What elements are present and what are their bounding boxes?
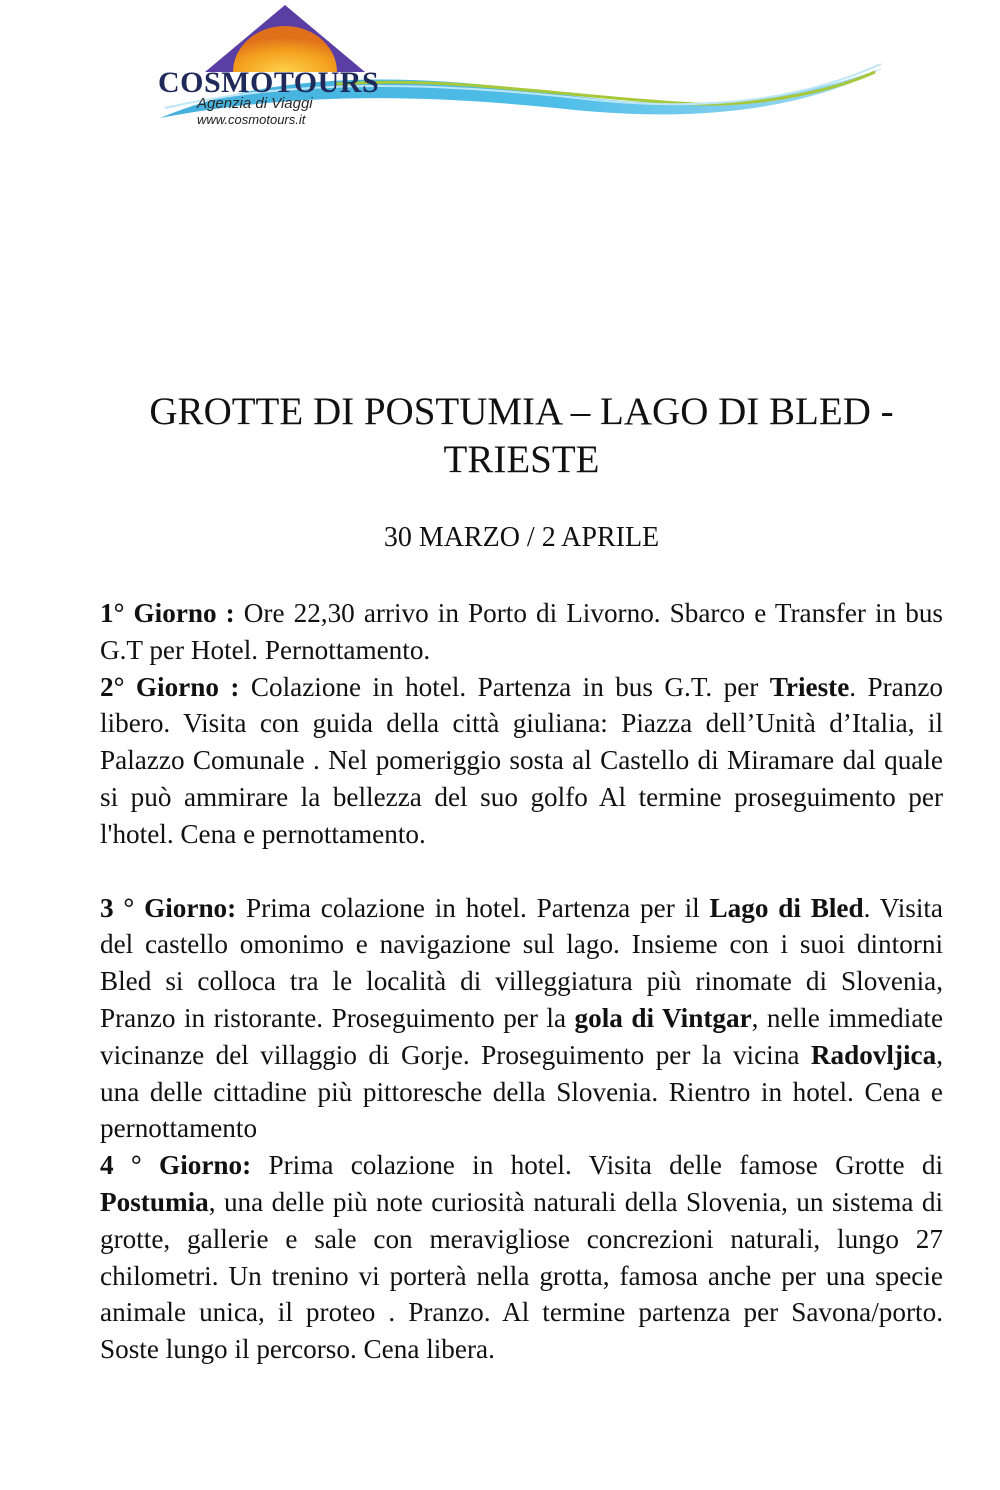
day-2-text-cont: . Pranzo libero. Visita con guida della città giuliana: Piazza dell’Unità d’Italia, il Palazzo Comunale . Nel pomeriggio sosta al Castello di Miramare dal quale si può ammirare la bellezza del suo golfo Al termine proseguimento per l'hotel. Cena e pernottamento. xyxy=(100,671,943,849)
day-4-text-cont: , una delle più note curiosità naturali della Slovenia, un sistema di grotte, gallerie e sale con meravigliose concrezioni naturali, lungo 27 chilometri. Un trenino vi porterà nella grotta, famosa anche per una specie animale unica, il proteo . Pranzo. Al termine partenza per Savona/porto. Soste lungo il percorso. Cena libera. xyxy=(100,1186,943,1365)
trip-dates: 30 MARZO / 2 APRILE xyxy=(383,522,660,553)
agency-logo xyxy=(155,0,890,135)
day-4-label: 4 ° Giorno: xyxy=(100,1150,252,1181)
day-1-label: 1° Giorno : xyxy=(100,598,235,628)
day-3-place-bled: Lago di Bled xyxy=(709,892,864,923)
day-4-paragraph xyxy=(100,1147,943,1368)
logo-tagline: Agenzia di Viaggi xyxy=(197,95,313,112)
day-3-text: Prima colazione in hotel. Partenza per il xyxy=(246,892,700,923)
day-1-paragraph xyxy=(100,595,943,669)
day-3-place-vintgar: gola di Vintgar xyxy=(574,1002,752,1033)
day-1-text: Ore 22,30 arrivo in Porto di Livorno. Sbarco e Transfer in bus G.T per Hotel. Pernottamento. xyxy=(100,598,943,665)
document-title: GROTTE DI POSTUMIA – LAGO DI BLED - TRIESTE xyxy=(149,390,894,481)
day-3-text-cont: . Visita del castello omonimo e navigazione sul lago. Insieme con i suoi dintorni Bled si colloca tra le località di villeggiatura più rinomate di Slovenia, Pranzo in ristorante. Proseguimento per la xyxy=(100,892,943,1033)
day-2-place-trieste: Trieste xyxy=(769,671,850,702)
day-4-text: Prima colazione in hotel. Visita delle famose Grotte di xyxy=(268,1150,943,1181)
logo-url: www.cosmotours.it xyxy=(197,112,306,127)
day-3-label: 3 ° Giorno: xyxy=(100,892,237,923)
day-3-place-radovljica: Radovljica xyxy=(810,1039,937,1070)
day-2-label: 2° Giorno : xyxy=(100,671,240,702)
day-2-paragraph xyxy=(100,669,943,853)
day-3-text-cont-2: , nelle immediate vicinanze del villaggio di Gorje. Proseguimento per la vicina xyxy=(100,1002,944,1070)
day-4-place-postumia: Postumia xyxy=(100,1186,209,1217)
day-2-text: Colazione in hotel. Partenza in bus G.T. per xyxy=(250,671,759,702)
itinerary xyxy=(100,595,943,1368)
day-3-paragraph xyxy=(100,890,943,1148)
logo-name: COSMOTOURS xyxy=(158,66,380,99)
day-3-text-cont-3: , una delle cittadine più pittoresche della Slovenia. Rientro in hotel. Cena e pernottamento xyxy=(100,1039,944,1144)
